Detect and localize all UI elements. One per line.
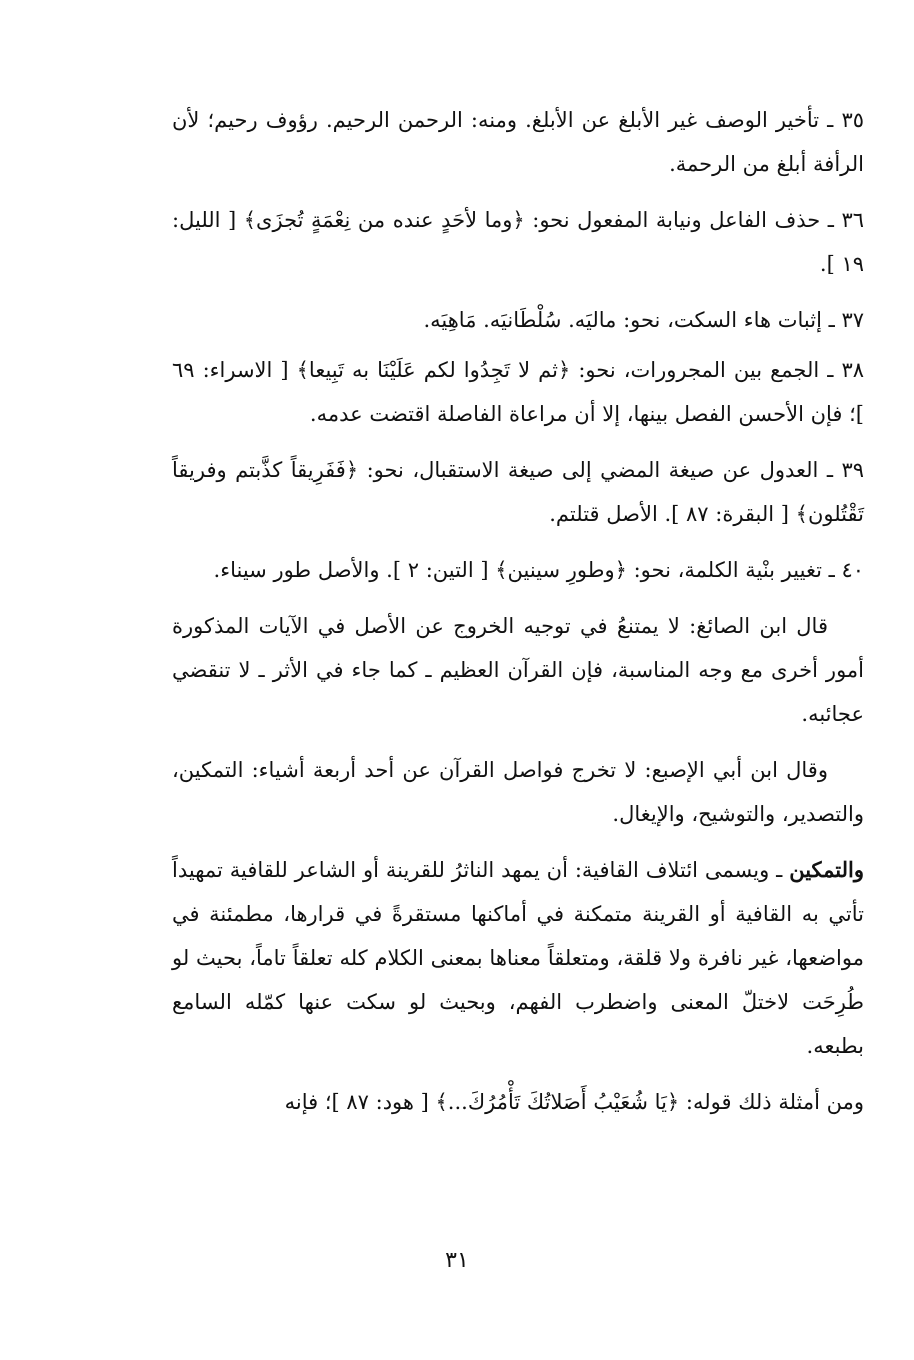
paragraph-ibn-abi-al-isba: وقال ابن أبي الإصبع: لا تخرج فواصل القرآن عن أحد أربعة أشياء: التمكين، والتصدير، والتوشيح، والإيغال. xyxy=(172,758,864,826)
paragraph-tamkin-text: ـ ويسمى ائتلاف القافية: أن يمهد الناثرُ للقرينة أو الشاعر للقافية تمهيداً تأتي به القافية أو القرينة متمكنة في أماكنها مستقرةً في قرارها، مطمئنة في مواضعها، غير نافرة ولا قلقة، ومتعلقاً معناها بمعنى الكلام كله تعلقاً تاماً، بحيث لو طُرِحَت لاختلّ المعنى واضطرب الفهم، وبحيث لو سكت عنها كمّله السامع بطبعه. xyxy=(172,858,864,1058)
paragraph-35: ٣٥ ـ تأخير الوصف غير الأبلغ عن الأبلغ. ومنه: الرحمن الرحيم. رؤوف رحيم؛ لأن الرأفة أبلغ من الرحمة. xyxy=(172,108,864,176)
page-body xyxy=(172,98,864,1124)
paragraph-36: ٣٦ ـ حذف الفاعل ونيابة المفعول نحو: ﴿وما لأحَدٍ عنده من نِعْمَةٍ تُجزَى﴾ [ الليل: ١٩ ]. xyxy=(172,208,864,276)
paragraph-39: ٣٩ ـ العدول عن صيغة المضي إلى صيغة الاستقبال، نحو: ﴿فَفَرِيقاً كذَّبتم وفريقاً تَقْتُلون﴾ [ البقرة: ٨٧ ]. الأصل قتلتم. xyxy=(172,458,864,526)
paragraph-37: ٣٧ ـ إثبات هاء السكت، نحو: ماليَه. سُلْطَانيَه. مَاهِيَه. xyxy=(423,308,864,332)
paragraph-38: ٣٨ ـ الجمع بين المجرورات، نحو: ﴿ثم لا تَجِدُوا لكم عَلَيْنَا به تَبِيعا﴾ [ الاسراء: ٦٩ ]؛ فإن الأحسن الفصل بينها، إلا أن مراعاة الفاصلة اقتضت عدمه. xyxy=(172,358,864,426)
paragraph-tamkin xyxy=(172,848,864,1068)
paragraph-examples: ومن أمثلة ذلك قوله: ﴿يَا شُعَيْبُ أَصَلاتُكَ تَأْمُرُكَ...﴾ [ هود: ٨٧ ]؛ فإنه xyxy=(284,1090,864,1114)
term-tamkin: والتمكين xyxy=(789,857,864,882)
paragraph-ibn-al-saigh: قال ابن الصائغ: لا يمتنعُ في توجيه الخروج عن الأصل في الآيات المذكورة أمور أخرى مع وجه المناسبة، فإن القرآن العظيم ـ كما جاء في الأثر ـ لا تنقضي عجائبه. xyxy=(172,614,864,726)
paragraph-40: ٤٠ ـ تغيير بنْية الكلمة، نحو: ﴿وطورِ سينين﴾ [ التين: ٢ ]. والأصل طور سيناء. xyxy=(213,558,864,582)
page-number: ٣١ xyxy=(445,1248,469,1273)
